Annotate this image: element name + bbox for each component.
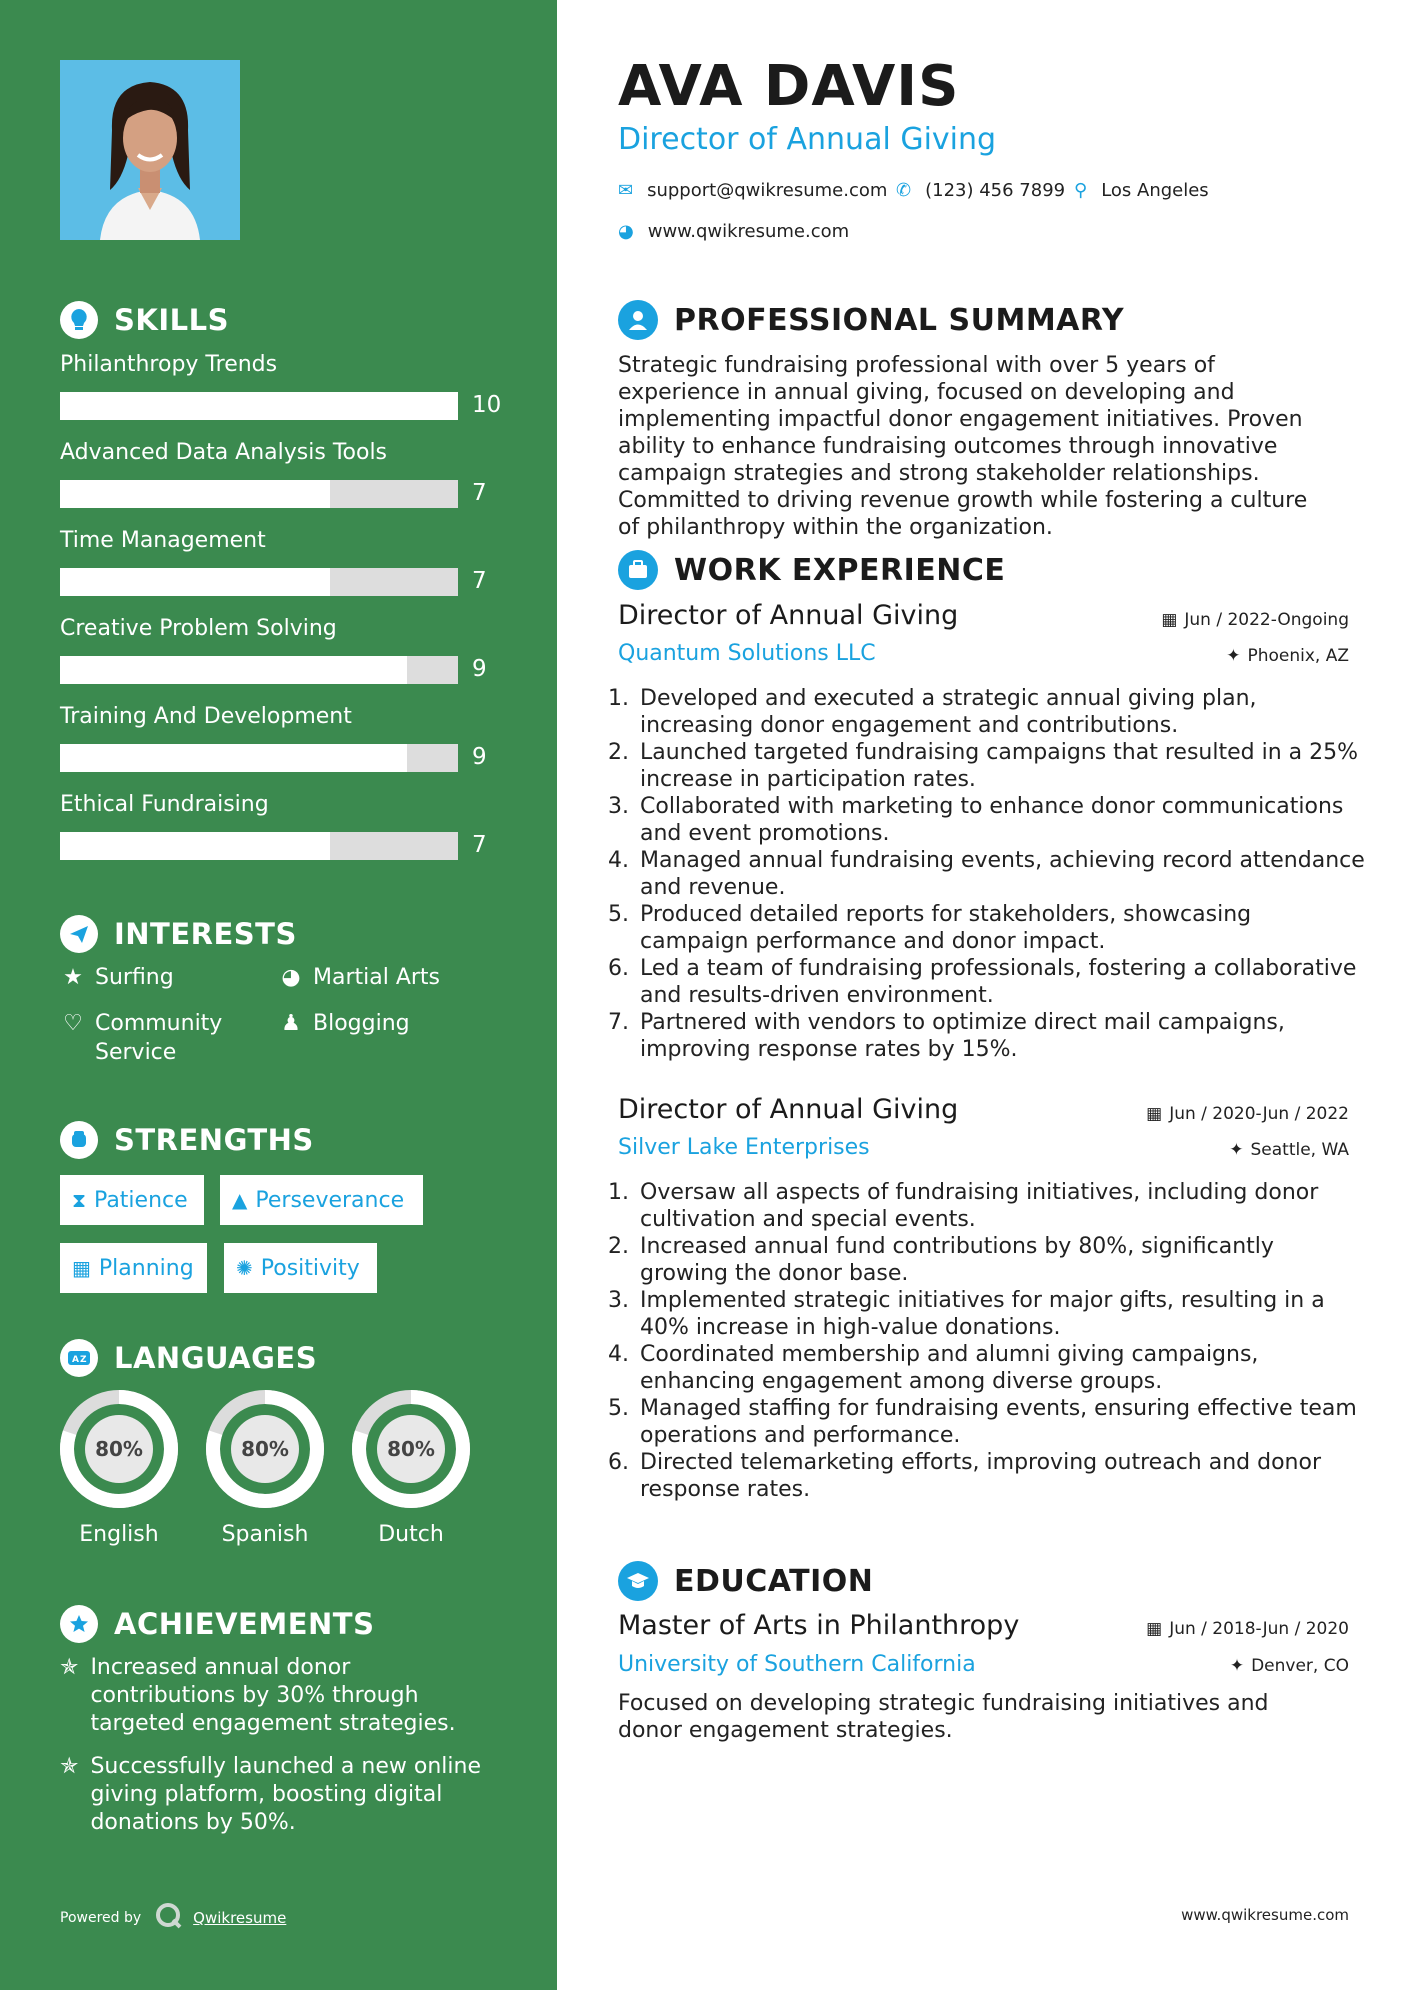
achievement-item xyxy=(60,1753,500,1837)
language-english xyxy=(58,1388,180,1547)
envelope-icon: ✉ xyxy=(618,180,634,201)
skills-title: SKILLS xyxy=(114,303,229,337)
profile-photo xyxy=(60,60,240,240)
skill-name: Philanthropy Trends xyxy=(60,352,278,377)
language-dutch xyxy=(350,1388,472,1547)
interest-blogging xyxy=(278,1009,410,1038)
candidate-role: Director of Annual Giving xyxy=(618,122,997,157)
strength-label: Patience xyxy=(94,1187,188,1213)
strength-perseverance xyxy=(220,1175,423,1225)
phone-icon: ✆ xyxy=(896,180,912,201)
interest-community-service xyxy=(60,1009,222,1067)
language-name: English xyxy=(79,1522,159,1547)
powered-by-label: Powered by xyxy=(60,1910,142,1926)
skill-bar xyxy=(60,656,458,684)
skill-bar xyxy=(60,480,458,508)
svg-text:A: A xyxy=(72,1355,79,1365)
education-location xyxy=(1230,1656,1349,1676)
interest-label: Martial Arts xyxy=(313,965,441,990)
globe-icon: ◕ xyxy=(618,221,634,242)
summary-text: Strategic fundraising professional with over 5 years of experience in annual giving, focused on developing and implementing impactful donor engagement initiatives. Proven ability to enhance fundraising outcomes through innovative campaign strategies and strong stakeholder relationships. Committed to driving revenue growth while fostering a culture of philanthropy within the organization. xyxy=(618,353,1308,540)
calendar-icon: ▦ xyxy=(72,1256,91,1280)
responsibility-item: 7. Partnered with vendors to optimize direct mail campaigns, improving response rates by 15%. xyxy=(636,1009,1366,1063)
education-title: EDUCATION xyxy=(674,1563,874,1599)
language-level-text: 80% xyxy=(387,1437,435,1461)
skill-bar xyxy=(60,832,458,860)
interest-martial-arts xyxy=(278,963,440,992)
contact-phone xyxy=(896,180,1065,201)
language-gauge xyxy=(350,1388,472,1510)
skill-value: 10 xyxy=(472,392,502,418)
responsibility-item: 2. Launched targeted fundraising campaigns that resulted in a 25% increase in participation rates. xyxy=(636,739,1366,793)
job-title: Director of Annual Giving xyxy=(618,1094,959,1125)
contact-email xyxy=(618,180,887,201)
map-pin-icon: ⚲ xyxy=(1074,180,1088,201)
skill-name: Ethical Fundraising xyxy=(60,792,269,817)
interest-surfing xyxy=(60,963,174,992)
languages-heading xyxy=(60,1338,317,1378)
school-name: University of Southern California xyxy=(618,1652,976,1677)
trophy-star-icon: ✯ xyxy=(60,1655,79,1680)
job-location xyxy=(1229,1140,1349,1160)
language-gauge xyxy=(58,1388,180,1510)
responsibility-item: 5. Produced detailed reports for stakeholders, showcasing campaign performance and donor impact. xyxy=(636,901,1366,955)
fist-icon xyxy=(60,1121,98,1159)
skill-value: 9 xyxy=(472,744,487,770)
job-dates xyxy=(1146,1104,1349,1124)
graduation-cap-icon xyxy=(618,1561,658,1601)
globe-icon: ◕ xyxy=(281,965,301,990)
qwikresume-logo-icon xyxy=(155,1902,183,1934)
interest-label: Surfing xyxy=(95,965,174,990)
calendar-icon: ▦ xyxy=(1146,1104,1163,1124)
language-level-text: 80% xyxy=(95,1437,143,1461)
skill-bar-fill xyxy=(60,656,407,684)
skill-value: 9 xyxy=(472,656,487,682)
language-gauge xyxy=(204,1388,326,1510)
responsibility-item: 1. Oversaw all aspects of fundraising initiatives, including donor cultivation and special events. xyxy=(636,1179,1366,1233)
paper-plane-icon xyxy=(60,915,98,953)
strengths-title: STRENGTHS xyxy=(114,1123,314,1157)
road-icon: ▲ xyxy=(232,1188,248,1212)
interests-title: INTERESTS xyxy=(114,917,297,951)
contact-location xyxy=(1074,180,1209,201)
skill-value: 7 xyxy=(472,568,487,594)
translate-icon xyxy=(60,1339,98,1377)
user-icon xyxy=(618,300,658,340)
job-location xyxy=(1226,646,1349,666)
phone-text: (123) 456 7899 xyxy=(925,180,1066,201)
skills-heading xyxy=(60,300,229,340)
skill-name: Training And Development xyxy=(60,704,352,729)
responsibility-item: 5. Managed staffing for fundraising events, ensuring effective team operations and performance. xyxy=(636,1395,1366,1449)
skill-bar xyxy=(60,744,458,772)
education-dates xyxy=(1146,1619,1349,1639)
job-dates-text: Jun / 2020-Jun / 2022 xyxy=(1169,1104,1349,1124)
sidebar xyxy=(0,0,557,1990)
achievement-text: Successfully launched a new online giving platform, boosting digital donations by 50%. xyxy=(90,1754,481,1835)
strength-label: Perseverance xyxy=(255,1187,405,1213)
svg-text:Z: Z xyxy=(80,1355,87,1365)
education-text: Focused on developing strategic fundraising initiatives and donor engagement strategies. xyxy=(618,1691,1269,1743)
interests-heading xyxy=(60,914,297,954)
pin-icon: ✦ xyxy=(1229,1140,1244,1160)
summary-title: PROFESSIONAL SUMMARY xyxy=(674,302,1125,338)
calendar-icon: ▦ xyxy=(1161,610,1178,630)
education-dates-text: Jun / 2018-Jun / 2020 xyxy=(1169,1619,1349,1639)
skill-bar-fill xyxy=(60,744,407,772)
strength-label: Positivity xyxy=(260,1255,360,1281)
skill-bar-fill xyxy=(60,392,458,420)
users-icon: ♟ xyxy=(281,1011,301,1036)
responsibility-item: 4. Managed annual fundraising events, achieving record attendance and revenue. xyxy=(636,847,1366,901)
website-text[interactable]: www.qwikresume.com xyxy=(647,221,850,242)
job-dates xyxy=(1161,610,1349,630)
summary-heading xyxy=(618,300,1124,340)
trophy-star-icon: ✯ xyxy=(60,1754,79,1779)
job-responsibilities xyxy=(618,685,1366,1063)
hourglass-icon: ⧗ xyxy=(72,1188,87,1212)
job-company: Quantum Solutions LLC xyxy=(618,641,876,666)
job-title: Director of Annual Giving xyxy=(618,600,959,631)
skill-value: 7 xyxy=(472,832,487,858)
briefcase-icon xyxy=(618,550,658,590)
degree-title: Master of Arts in Philanthropy xyxy=(618,1610,1020,1641)
responsibility-item: 3. Collaborated with marketing to enhance donor communications and event promotions. xyxy=(636,793,1366,847)
job-location-text: Phoenix, AZ xyxy=(1247,646,1349,666)
powered-by xyxy=(60,1902,286,1934)
lightbulb-icon xyxy=(60,301,98,339)
responsibility-item: 6. Led a team of fundraising professionals, fostering a collaborative and results-driven environment. xyxy=(636,955,1366,1009)
skill-bar xyxy=(60,568,458,596)
skill-value: 7 xyxy=(472,480,487,506)
email-text[interactable]: support@qwikresume.com xyxy=(647,180,888,201)
hand-icon: ♡ xyxy=(63,1011,83,1036)
responsibility-item: 1. Developed and executed a strategic annual giving plan, increasing donor engagement and contributions. xyxy=(636,685,1366,739)
skill-name: Creative Problem Solving xyxy=(60,616,337,641)
responsibility-item: 6. Directed telemarketing efforts, improving outreach and donor response rates. xyxy=(636,1449,1366,1503)
skill-bar-fill xyxy=(60,568,330,596)
experience-heading xyxy=(618,550,1005,590)
language-name: Spanish xyxy=(221,1522,309,1547)
job-dates-text: Jun / 2022-Ongoing xyxy=(1184,610,1349,630)
achievement-item xyxy=(60,1654,500,1738)
job-responsibilities xyxy=(618,1179,1366,1503)
location-text: Los Angeles xyxy=(1101,180,1209,201)
strength-label: Planning xyxy=(98,1255,194,1281)
star-badge-icon xyxy=(60,1605,98,1643)
strength-patience xyxy=(60,1175,204,1225)
pin-icon: ✦ xyxy=(1229,1656,1245,1676)
skill-bar-fill xyxy=(60,832,330,860)
footer-url[interactable]: www.qwikresume.com xyxy=(1181,1906,1349,1924)
achievement-text: Increased annual donor contributions by 30% through targeted engagement strategies. xyxy=(90,1655,456,1736)
responsibility-item: 2. Increased annual fund contributions by 80%, significantly growing the donor base. xyxy=(636,1233,1366,1287)
qwikresume-link[interactable]: Qwikresume xyxy=(193,1909,287,1927)
sun-icon: ✺ xyxy=(236,1256,253,1280)
language-spanish xyxy=(204,1388,326,1547)
interest-label: Community Service xyxy=(95,1011,223,1065)
star-icon: ★ xyxy=(63,965,83,990)
education-heading xyxy=(618,1561,873,1601)
achievements-heading xyxy=(60,1604,374,1644)
language-level-text: 80% xyxy=(241,1437,289,1461)
achievements-title: ACHIEVEMENTS xyxy=(114,1607,375,1641)
interest-label: Blogging xyxy=(313,1011,410,1036)
job-location-text: Seattle, WA xyxy=(1250,1140,1349,1160)
skill-name: Advanced Data Analysis Tools xyxy=(60,440,388,465)
skill-bar xyxy=(60,392,458,420)
candidate-name: AVA DAVIS xyxy=(618,54,960,119)
responsibility-item: 4. Coordinated membership and alumni giving campaigns, enhancing engagement among diverse groups. xyxy=(636,1341,1366,1395)
skill-name: Time Management xyxy=(60,528,266,553)
experience-title: WORK EXPERIENCE xyxy=(674,552,1006,588)
language-name: Dutch xyxy=(378,1522,444,1547)
job-company: Silver Lake Enterprises xyxy=(618,1135,870,1160)
calendar-icon: ▦ xyxy=(1146,1619,1163,1639)
skill-bar-fill xyxy=(60,480,330,508)
strength-planning xyxy=(60,1243,207,1293)
strength-positivity xyxy=(224,1243,377,1293)
responsibility-item: 3. Implemented strategic initiatives for major gifts, resulting in a 40% increase in high-value donations. xyxy=(636,1287,1366,1341)
strengths-heading xyxy=(60,1120,314,1160)
contact-website xyxy=(618,221,849,242)
education-location-text: Denver, CO xyxy=(1251,1656,1349,1676)
pin-icon: ✦ xyxy=(1226,646,1241,666)
languages-title: LANGUAGES xyxy=(114,1341,318,1375)
